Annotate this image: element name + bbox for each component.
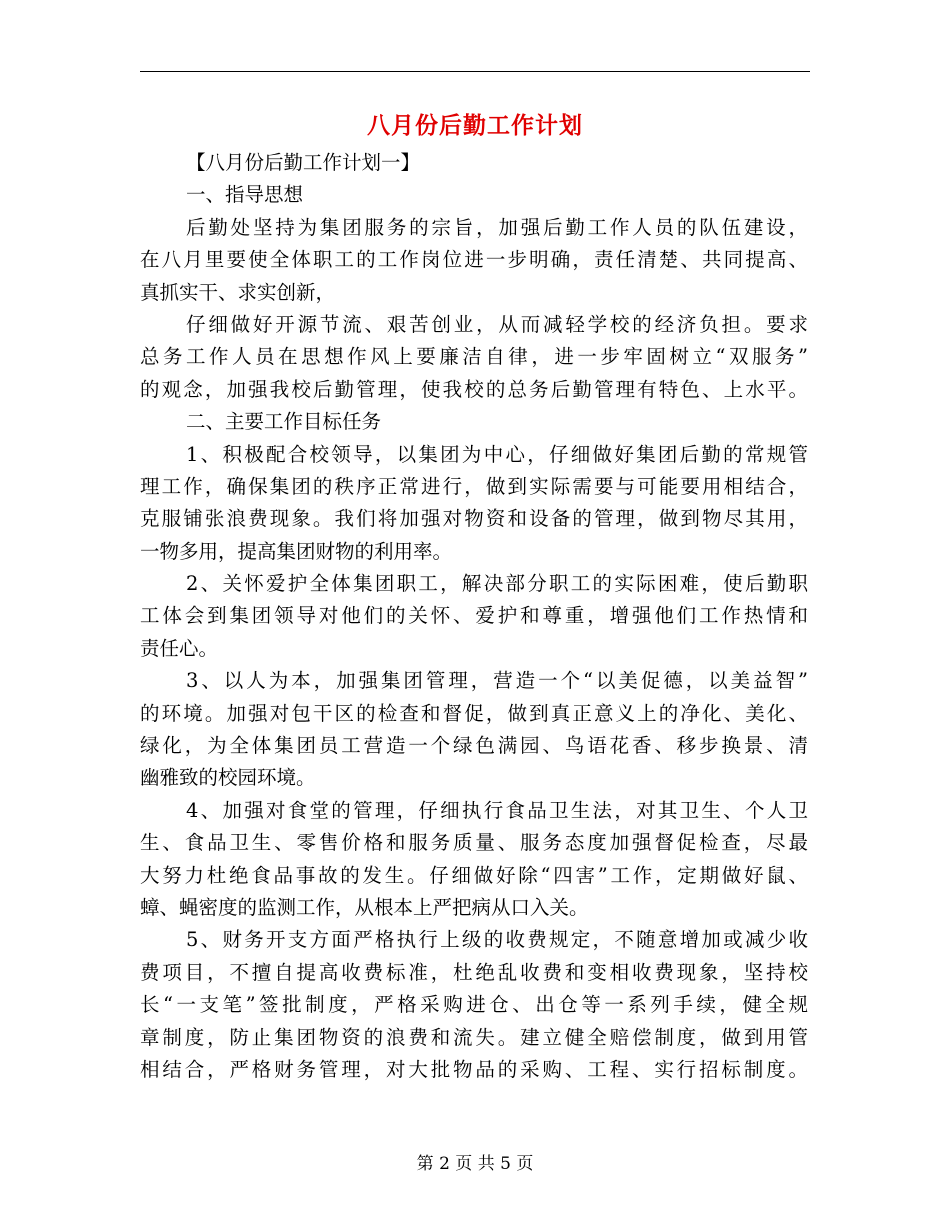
document-body <box>140 147 808 1086</box>
text-line: 相结合，严格财务管理，对大批物品的采购、工程、实行招标制度。 <box>140 1057 808 1081</box>
text-line: 生、食品卫生、零售价格和服务质量、服务态度加强督促检查，尽最 <box>140 831 808 855</box>
text-line: 仔细做好开源节流、艰苦创业，从而减轻学校的经济负担。要求 <box>186 312 808 336</box>
text-line: 二、主要工作目标任务 <box>186 410 382 434</box>
text-line: 一物多用，提高集团财物的利用率。 <box>140 539 453 563</box>
text-line: 一、指导思想 <box>186 183 304 207</box>
text-line: 总务工作人员在思想作风上要廉洁自律，进一步牢固树立“双服务” <box>140 345 808 369</box>
text-line: 绿化，为全体集团员工营造一个绿色满园、鸟语花香、移步换景、清 <box>140 734 808 758</box>
text-line: 费项目，不擅自提高收费标准，杜绝乱收费和变相收费现象，坚持校 <box>140 960 808 984</box>
text-line: 真抓实干、求实创新， <box>140 280 336 304</box>
page-number: 第 2 页 共 5 页 <box>416 1154 534 1174</box>
text-line: 长“一支笔”签批制度，严格采购进仓、出仓等一系列手续，健全规 <box>140 993 808 1017</box>
text-line: 2、关怀爱护全体集团职工，解决部分职工的实际困难，使后勤职 <box>186 572 808 596</box>
document-title: 八月份后勤工作计划 <box>367 112 583 139</box>
text-line: 5、财务开支方面严格执行上级的收费规定，不随意增加或减少收 <box>186 928 808 952</box>
text-line: 3、以人为本，加强集团管理，营造一个“以美促德，以美益智” <box>186 669 808 693</box>
text-line: 工体会到集团领导对他们的关怀、爱护和尊重，增强他们工作热情和 <box>140 604 808 628</box>
text-line: 1、积极配合校领导，以集团为中心，仔细做好集团后勤的常规管 <box>186 442 808 466</box>
text-line: 克服铺张浪费现象。我们将加强对物资和设备的管理，做到物尽其用， <box>140 507 808 531</box>
text-line: 幽雅致的校园环境。 <box>140 766 316 790</box>
text-line: 【八月份后勤工作计划一】 <box>186 151 421 174</box>
text-line: 理工作，确保集团的秩序正常进行，做到实际需要与可能要用相结合， <box>140 474 808 498</box>
text-line: 的环境。加强对包干区的检查和督促，做到真正意义上的净化、美化、 <box>140 701 808 725</box>
header-rule <box>140 71 810 72</box>
text-line: 大努力杜绝食品事故的发生。仔细做好除“四害”工作，定期做好鼠、 <box>140 863 808 887</box>
text-line: 责任心。 <box>140 636 219 660</box>
text-line: 在八月里要使全体职工的工作岗位进一步明确，责任清楚、共同提高、 <box>140 248 808 272</box>
text-line: 的观念，加强我校后勤管理，使我校的总务后勤管理有特色、上水平。 <box>140 377 808 401</box>
text-line: 蟑、蝇密度的监测工作，从根本上严把病从口入关。 <box>140 895 589 919</box>
text-line: 章制度，防止集团物资的浪费和流失。建立健全赔偿制度，做到用管 <box>140 1025 808 1049</box>
text-line: 4、加强对食堂的管理，仔细执行食品卫生法，对其卫生、个人卫 <box>186 798 808 822</box>
text-line: 后勤处坚持为集团服务的宗旨，加强后勤工作人员的队伍建设， <box>186 215 808 239</box>
